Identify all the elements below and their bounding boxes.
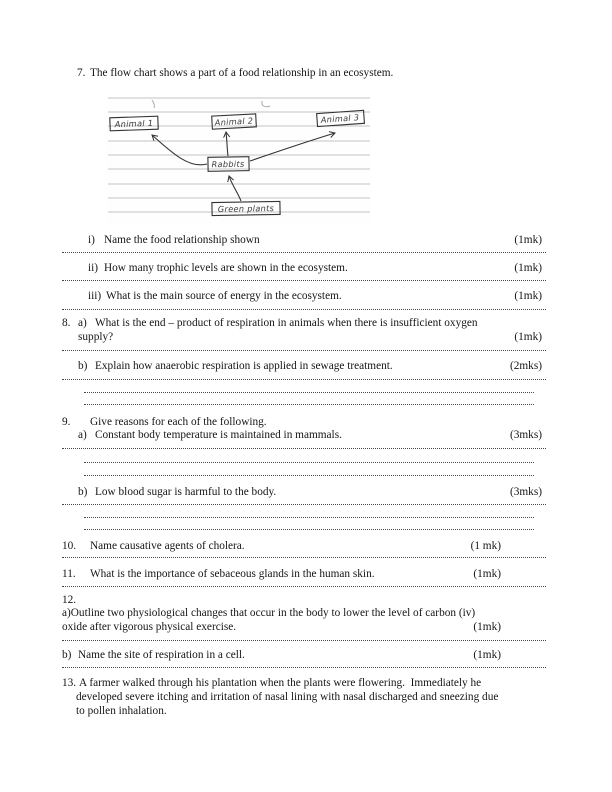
- box-green-plants: [212, 201, 280, 215]
- box-rabbits-label: Rabbits: [211, 158, 245, 170]
- q12a-marks: (1mk): [473, 621, 501, 633]
- stray-mark: [262, 101, 270, 107]
- answer-line: [84, 517, 534, 518]
- q13-line3: to pollen inhalation.: [76, 705, 167, 717]
- arrow-greenplants-to-rabbits: [229, 176, 241, 201]
- q11-number: 11.: [62, 568, 76, 580]
- answer-line: [62, 667, 546, 668]
- answer-line: [62, 350, 546, 351]
- q7-part-iii-text: What is the main source of energy in the ecosystem.: [106, 290, 342, 302]
- q12a-line1: a)Outline two physiological changes that occur in the body to lower the level of carbon (iv): [62, 607, 476, 619]
- answer-line: [84, 404, 534, 405]
- answer-line: [62, 280, 546, 281]
- box-animal2-label: Animal 2: [214, 115, 254, 128]
- answer-line: [62, 586, 546, 587]
- q8b-label: b): [78, 360, 88, 372]
- q12b-text: Name the site of respiration in a cell.: [78, 649, 245, 661]
- q7-part-i-text: Name the food relationship shown: [104, 234, 260, 246]
- q11-text: What is the importance of sebaceous glands in the human skin.: [90, 568, 375, 580]
- q8b-text: Explain how anaerobic respiration is applied in sewage treatment.: [95, 360, 393, 372]
- q7-part-i-marks: (1mk): [514, 234, 542, 246]
- q7-number: 7.: [77, 67, 86, 79]
- box-animal1: [110, 116, 158, 131]
- q12b-marks: (1mk): [473, 649, 501, 661]
- arrow-rabbits-to-animal3: [250, 133, 335, 161]
- q12-number: 12.: [62, 594, 77, 606]
- arrow-rabbits-to-animal1: [152, 135, 207, 165]
- q13-number: 13.: [62, 677, 77, 689]
- q9b-text: Low blood sugar is harmful to the body.: [95, 486, 277, 498]
- q9b-label: b): [78, 486, 88, 498]
- box-animal2: [212, 114, 257, 129]
- q7-part-iii-label: iii): [88, 290, 102, 302]
- q8-number: 8.: [62, 317, 71, 329]
- box-animal3: [317, 110, 365, 126]
- q12a-line2: oxide after vigorous physical exercise.: [62, 621, 237, 633]
- answer-line: [62, 379, 546, 380]
- q9-text: Give reasons for each of the following.: [90, 416, 267, 428]
- q7-part-ii-marks: (1mk): [514, 262, 542, 274]
- food-web-diagram: [107, 95, 371, 225]
- q9a-label: a): [78, 429, 87, 441]
- answer-line: [84, 529, 534, 530]
- q7-part-i-label: i): [88, 234, 95, 246]
- box-animal3-label: Animal 3: [320, 112, 360, 125]
- answer-line: [62, 640, 546, 641]
- answer-line: [62, 448, 546, 449]
- answer-line: [84, 475, 534, 476]
- q8a-label: a): [78, 317, 87, 329]
- q9-number: 9.: [62, 416, 71, 428]
- answer-line: [62, 504, 546, 505]
- q7-part-ii-label: ii): [88, 262, 99, 274]
- q7-part-ii-text: How many trophic levels are shown in the ecosystem.: [104, 262, 348, 274]
- q10-number: 10.: [62, 540, 77, 552]
- q10-marks: (1 mk): [470, 540, 501, 552]
- q12b-label: b): [62, 649, 72, 661]
- arrow-rabbits-to-animal2: [226, 132, 228, 156]
- q8b-marks: (2mks): [509, 360, 542, 372]
- stray-mark: [152, 100, 154, 108]
- answer-line: [84, 392, 534, 393]
- q7-part-iii-marks: (1mk): [514, 290, 542, 302]
- q7-text: The flow chart shows a part of a food relationship in an ecosystem.: [90, 67, 394, 79]
- q9a-marks: (3mks): [509, 429, 542, 441]
- answer-line: [84, 462, 534, 463]
- q13-line1: A farmer walked through his plantation when the plants were flowering. Immediately he: [79, 677, 482, 689]
- answer-line: [62, 309, 546, 310]
- answer-line: [62, 557, 546, 558]
- q10-text: Name causative agents of cholera.: [90, 540, 245, 552]
- q9b-marks: (3mks): [509, 486, 542, 498]
- q8a-line2: supply?: [78, 331, 114, 343]
- box-green-plants-label: Green plants: [217, 203, 275, 214]
- q8a-marks: (1mk): [514, 331, 542, 343]
- answer-line: [62, 252, 546, 253]
- q13-line2: developed severe itching and irritation of nasal lining with nasal discharged and sneezing due: [76, 691, 499, 703]
- q8a-line1: What is the end – product of respiration in animals when there is insufficient oxygen: [95, 317, 478, 329]
- box-animal1-label: Animal 1: [114, 117, 154, 130]
- q11-marks: (1mk): [473, 568, 501, 580]
- q9a-text: Constant body temperature is maintained in mammals.: [95, 429, 342, 441]
